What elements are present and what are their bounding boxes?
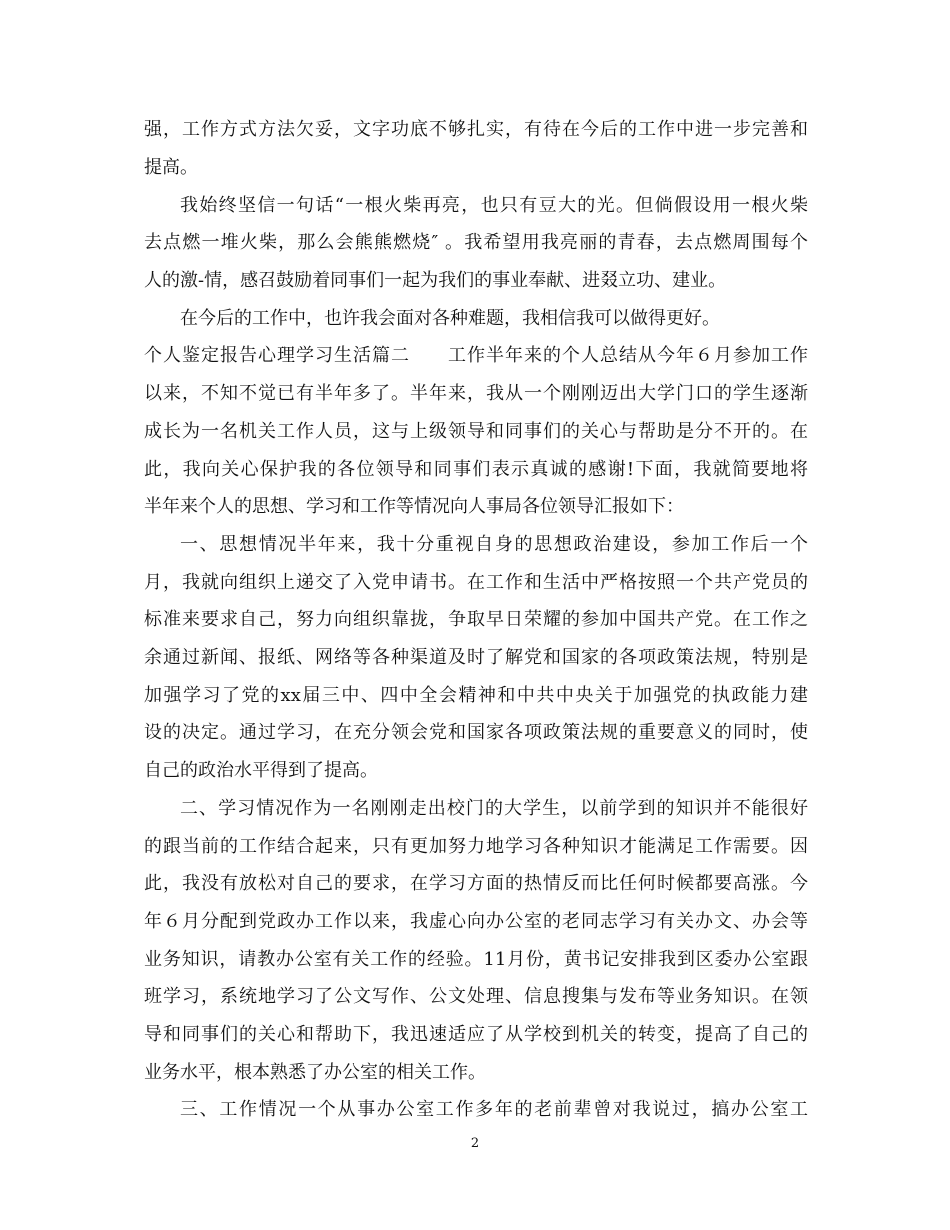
text-line: 去点燃一堆火柴，那么会熊熊燃烧″ 。我希望用我亮丽的青春，去点燃周围每个 xyxy=(144,232,808,253)
text-line: 业务水平，根本熟悉了办公室的相关工作。 xyxy=(144,1062,486,1083)
text-line: 班学习，系统地学习了公文写作、公文处理、信息搜集与发布等业务知识。在领 xyxy=(144,986,808,1007)
text-line: 三、工作情况一个从事办公室工作多年的老前辈曾对我说过，搞办公室工 xyxy=(180,1099,808,1120)
text-line: 自己的政治水平得到了提高。 xyxy=(144,760,378,781)
text-line: 余通过新闻、报纸、网络等各种渠道及时了解党和国家的各项政策法规，特别是 xyxy=(144,647,808,668)
text-line: 加强学习了党的xx届三中、四中全会精神和中共中央关于加强党的执政能力建 xyxy=(144,685,808,706)
text-line: 年６月分配到党政办工作以来，我虚心向办公室的老同志学习有关办文、办会等 xyxy=(144,911,808,932)
text-line: 我始终坚信一句话“一根火柴再亮，也只有豆大的光。但倘假设用一根火柴 xyxy=(180,195,808,216)
text-line: 成长为一名机关工作人员，这与上级领导和同事们的关心与帮助是分不开的。在 xyxy=(144,421,808,442)
text-line: 个人鉴定报告心理学习生活篇二 工作半年来的个人总结从今年６月参加工作 xyxy=(144,345,808,366)
text-line: 业务知识，请教办公室有关工作的经验。11月份，黄书记安排我到区委办公室跟 xyxy=(144,949,808,970)
text-line: 强，工作方式方法欠妥，文字功底不够扎实，有待在今后的工作中进一步完善和 xyxy=(144,119,808,140)
text-line: 标准来要求自己，努力向组织靠拢，争取早日荣耀的参加中国共产党。在工作之 xyxy=(144,609,808,630)
text-line: 提高。 xyxy=(144,157,198,178)
text-line: 二、学习情况作为一名刚刚走出校门的大学生，以前学到的知识并不能很好 xyxy=(180,798,808,819)
text-line: 月，我就向组织上递交了入党申请书。在工作和生活中严格按照一个共产党员的 xyxy=(144,572,808,593)
text-line: 人的激-情，感召鼓励着同事们一起为我们的事业奉献、进叕立功、建业。 xyxy=(144,270,727,291)
text-line: 此，我向关心保护我的各位领导和同事们表示真诚的感谢!下面，我就简要地将 xyxy=(144,459,808,480)
text-line: 导和同事们的关心和帮助下，我迅速适应了从学校到机关的转变，提高了自己的 xyxy=(144,1024,808,1045)
text-line: 以来，不知不觉已有半年多了。半年来，我从一个刚刚迈出大学门口的学生逐渐 xyxy=(144,383,808,404)
page-number: 2 xyxy=(470,1136,480,1151)
text-line: 的跟当前的工作结合起来，只有更加努力地学习各种知识才能满足工作需要。因 xyxy=(144,836,808,857)
text-line: 此，我没有放松对自己的要求，在学习方面的热情反而比任何时候都要高涨。今 xyxy=(144,873,808,894)
text-line: 设的决定。通过学习，在充分领会党和国家各项政策法规的重要意义的同时，使 xyxy=(144,722,808,743)
text-line: 在今后的工作中，也许我会面对各种难题，我相信我可以做得更好。 xyxy=(180,308,720,329)
text-line: 一、思想情况半年来，我十分重视自身的思想政治建设，参加工作后一个 xyxy=(180,534,808,555)
text-line: 半年来个人的思想、学习和工作等情况向人事局各位领导汇报如下： xyxy=(144,496,684,517)
